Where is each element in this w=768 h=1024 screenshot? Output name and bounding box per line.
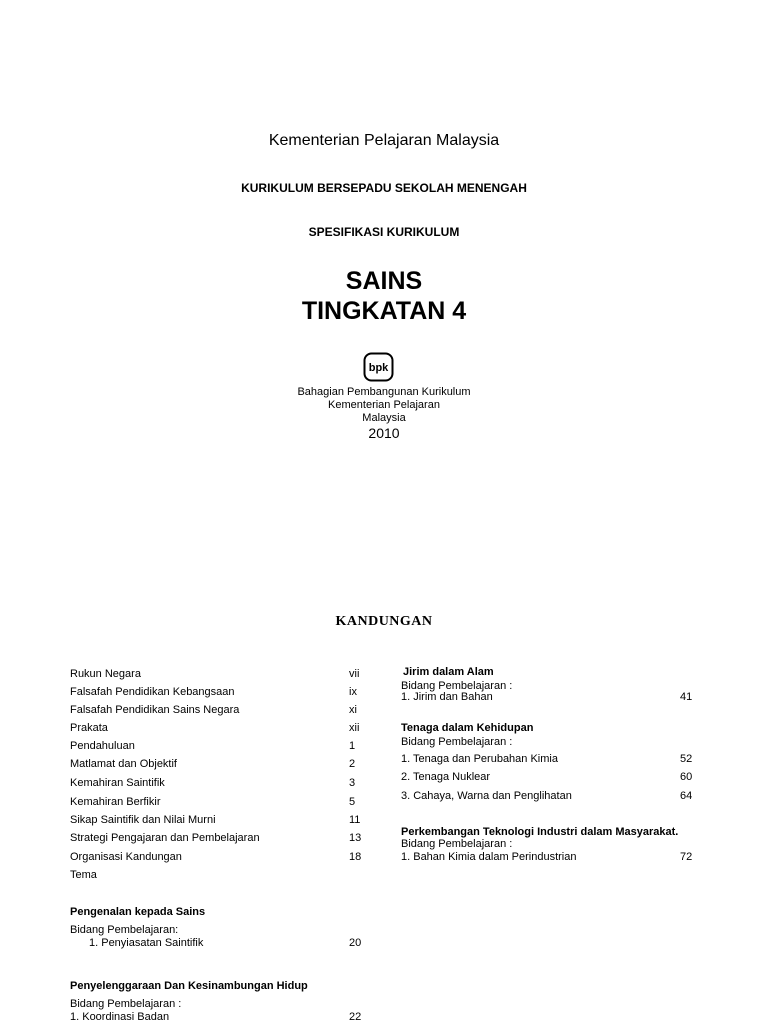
toc-entry-label: 3. Cahaya, Warna dan Penglihatan xyxy=(401,790,572,802)
toc-theme-heading: Tenaga dalam Kehidupan xyxy=(401,722,534,734)
toc-entry-label: Strategi Pengajaran dan Pembelajaran xyxy=(70,832,260,844)
toc-entry-label: 1. Penyiasatan Saintifik xyxy=(89,937,204,949)
toc-entry-label: Falsafah Pendidikan Sains Negara xyxy=(70,704,240,716)
toc-entry-label: 1. Bahan Kimia dalam Perindustrian xyxy=(401,851,577,863)
toc-theme-sub: Bidang Pembelajaran : xyxy=(401,680,513,692)
toc-entry-page: 5 xyxy=(349,796,356,808)
toc-entry-label: Rukun Negara xyxy=(70,668,141,680)
toc-entry-label: Pendahuluan xyxy=(70,740,135,752)
subject-line-1: SAINS xyxy=(345,267,423,295)
toc-entry-page: 52 xyxy=(680,753,693,765)
ministry-name: Kementerian Pelajaran Malaysia xyxy=(268,132,500,149)
toc-theme-heading: Jirim dalam Alam xyxy=(403,666,494,678)
toc-entry-label: 2. Tenaga Nuklear xyxy=(401,771,491,783)
toc-entry-label: Falsafah Pendidikan Kebangsaan xyxy=(70,686,235,698)
toc-entry-page: 2 xyxy=(349,758,356,770)
toc-entry-page: 3 xyxy=(349,777,356,789)
toc-entry-label: Kemahiran Saintifik xyxy=(70,777,165,789)
toc-entry-page: xi xyxy=(349,704,357,716)
toc-theme-sub: Bidang Pembelajaran : xyxy=(401,736,513,748)
toc-entry-label: 1. Koordinasi Badan xyxy=(70,1011,170,1023)
toc-entry-page: 11 xyxy=(349,814,361,826)
toc-entry-page: xii xyxy=(349,722,360,734)
toc-entry-page: 41 xyxy=(680,691,693,703)
toc-entry-page: 1 xyxy=(349,740,356,752)
bpk-logo xyxy=(363,352,394,382)
publisher-line-3: Malaysia xyxy=(362,412,406,424)
toc-theme-heading: Perkembangan Teknologi Industri dalam Masyarakat. xyxy=(401,826,679,838)
toc-entry xyxy=(70,937,203,949)
toc-entry-label: 1. Jirim dan Bahan xyxy=(401,691,493,703)
toc-entry-page: 13 xyxy=(349,832,362,844)
curriculum-title: KURIKULUM BERSEPADU SEKOLAH MENENGAH xyxy=(241,181,527,195)
toc-entry-page: 22 xyxy=(349,1011,362,1023)
toc-entry-page: ix xyxy=(349,686,357,698)
toc-entry-label: 1. Tenaga dan Perubahan Kimia xyxy=(401,753,558,765)
toc-entry-label: Kemahiran Berfikir xyxy=(70,796,161,808)
toc-entry-label: Sikap Saintifik dan Nilai Murni xyxy=(70,814,216,826)
toc-theme-sub: Bidang Pembelajaran : xyxy=(401,838,513,850)
toc-theme-sub: Bidang Pembelajaran : xyxy=(70,998,182,1010)
publisher-block xyxy=(0,386,768,425)
publication-year: 2010 xyxy=(368,425,400,441)
toc-entry-label: Tema xyxy=(70,869,97,881)
toc-entry-page: 20 xyxy=(349,937,362,949)
toc-entry-page: vii xyxy=(349,668,360,680)
toc-entry-page: 60 xyxy=(680,771,693,783)
toc-title: KANDUNGAN xyxy=(335,614,433,629)
toc-entry-label: Organisasi Kandungan xyxy=(70,851,182,863)
toc-entry-page: 72 xyxy=(680,851,693,863)
publisher-line-1: Bahagian Pembangunan Kurikulum xyxy=(297,386,471,398)
toc-theme-heading: Pengenalan kepada Sains xyxy=(70,906,206,918)
toc-theme-heading: Penyelenggaraan Dan Kesinambungan Hidup xyxy=(70,980,308,992)
subject-line-2: TINGKATAN 4 xyxy=(301,297,467,325)
logo-text: bpk xyxy=(368,362,389,374)
toc-entry-label: Matlamat dan Objektif xyxy=(70,758,177,770)
subject-title xyxy=(0,266,768,326)
toc-theme-sub: Bidang Pembelajaran: xyxy=(70,924,179,936)
toc-entry-page: 18 xyxy=(349,851,362,863)
publisher-line-2: Kementerian Pelajaran xyxy=(328,399,440,411)
toc-entry-label: Prakata xyxy=(70,722,108,734)
specification-title: SPESIFIKASI KURIKULUM xyxy=(308,225,460,239)
toc-entry-page: 64 xyxy=(680,790,693,802)
